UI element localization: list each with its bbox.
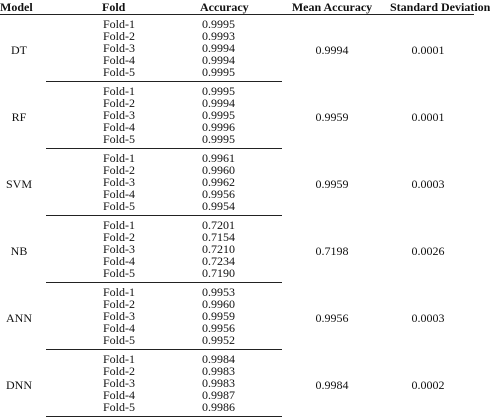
fold-cell: Fold-2 [103,297,136,311]
fold-cell: Fold-5 [46,66,172,82]
mean-accuracy-cell: 0.9994 [315,42,349,57]
fold-cell: Fold-1 [103,285,136,299]
accuracy-cell: 0.9956 [202,187,235,201]
table-row [0,149,474,165]
fold-cell: Fold-2 [103,230,136,244]
accuracy-cell: 0.7234 [202,254,235,268]
fold-cell: Fold-4 [103,187,136,201]
accuracy-cell: 0.9995 [172,66,282,82]
accuracy-cell: 0.9956 [202,321,235,335]
header-accuracy: Accuracy [172,0,282,15]
accuracy-cell: 0.9995 [202,17,235,31]
accuracy-cell: 0.9983 [202,376,235,390]
header-row [0,0,474,15]
model-cell: ANN [6,310,32,325]
fold-cell: Fold-5 [46,200,172,216]
model-cell: RF [11,109,27,124]
accuracy-cell: 0.9984 [202,352,235,366]
fold-cell: Fold-1 [103,352,136,366]
fold-cell: Fold-3 [103,376,136,390]
accuracy-cell: 0.7210 [202,242,235,256]
fold-cell: Fold-2 [103,29,136,43]
accuracy-cell: 0.7190 [172,267,282,283]
accuracy-cell: 0.7154 [202,230,235,244]
standard-deviation-cell: 0.0003 [411,310,445,325]
accuracy-cell: 0.9995 [202,108,235,122]
fold-cell: Fold-1 [103,84,136,98]
accuracy-cell: 0.9952 [172,334,282,350]
accuracy-cell: 0.9993 [202,29,235,43]
table-row [0,283,474,299]
fold-cell: Fold-4 [103,388,136,402]
fold-cell: Fold-3 [103,175,136,189]
mean-accuracy-cell: 0.9956 [315,310,349,325]
accuracy-cell: 0.9960 [202,297,235,311]
table-body [0,15,474,417]
accuracy-cell: 0.9994 [202,41,235,55]
accuracy-cell: 0.9995 [172,133,282,149]
accuracy-cell: 0.9960 [202,163,235,177]
accuracy-cell: 0.9995 [202,84,235,98]
accuracy-cell: 0.9959 [202,309,235,323]
fold-cell: Fold-3 [103,108,136,122]
mean-accuracy-cell: 0.9984 [315,377,349,392]
standard-deviation-cell: 0.0003 [411,176,445,191]
fold-cell: Fold-5 [46,401,172,417]
accuracy-cell: 0.9962 [202,175,235,189]
fold-cell: Fold-5 [46,133,172,149]
accuracy-cell: 0.9953 [202,285,235,299]
fold-cell: Fold-5 [46,334,172,350]
standard-deviation-cell: 0.0001 [411,42,445,57]
standard-deviation-cell: 0.0001 [411,109,445,124]
accuracy-cell: 0.9994 [202,96,235,110]
header-mean-accuracy: Mean Accuracy [282,0,382,15]
fold-cell: Fold-2 [103,163,136,177]
mean-accuracy-cell: 0.9959 [315,176,349,191]
fold-cell: Fold-5 [46,267,172,283]
fold-cell: Fold-1 [103,218,136,232]
fold-cell: Fold-4 [103,254,136,268]
accuracy-cell: 0.7201 [202,218,235,232]
header-model: Model [0,0,46,15]
fold-cell: Fold-1 [103,17,136,31]
accuracy-cell: 0.9983 [202,364,235,378]
accuracy-cell: 0.9954 [172,200,282,216]
table-header [0,0,490,15]
model-cell: NB [10,243,28,258]
table-row [0,82,474,98]
fold-cell: Fold-1 [103,151,136,165]
table-row [0,216,474,232]
standard-deviation-cell: 0.0026 [411,243,445,258]
model-cell: DNN [6,377,32,392]
model-cell: DT [11,42,27,57]
fold-cell: Fold-4 [103,53,136,67]
fold-cell: Fold-4 [103,321,136,335]
accuracy-cell: 0.9996 [202,120,235,134]
accuracy-cell: 0.9994 [202,53,235,67]
header-standard-deviation: Standard Deviation [382,0,474,15]
fold-cell: Fold-2 [103,96,136,110]
fold-cell: Fold-2 [103,364,136,378]
table-row [0,15,474,31]
accuracy-cell: 0.9961 [202,151,235,165]
model-cell: SVM [5,176,32,191]
header-fold: Fold [46,0,172,15]
accuracy-cell: 0.9986 [172,401,282,417]
mean-accuracy-cell: 0.7198 [315,243,349,258]
table-row [0,350,474,366]
mean-accuracy-cell: 0.9959 [315,109,349,124]
fold-cell: Fold-3 [103,41,136,55]
fold-cell: Fold-3 [103,309,136,323]
fold-cell: Fold-4 [103,120,136,134]
standard-deviation-cell: 0.0002 [411,377,445,392]
accuracy-cell: 0.9987 [202,388,235,402]
fold-cell: Fold-3 [103,242,136,256]
